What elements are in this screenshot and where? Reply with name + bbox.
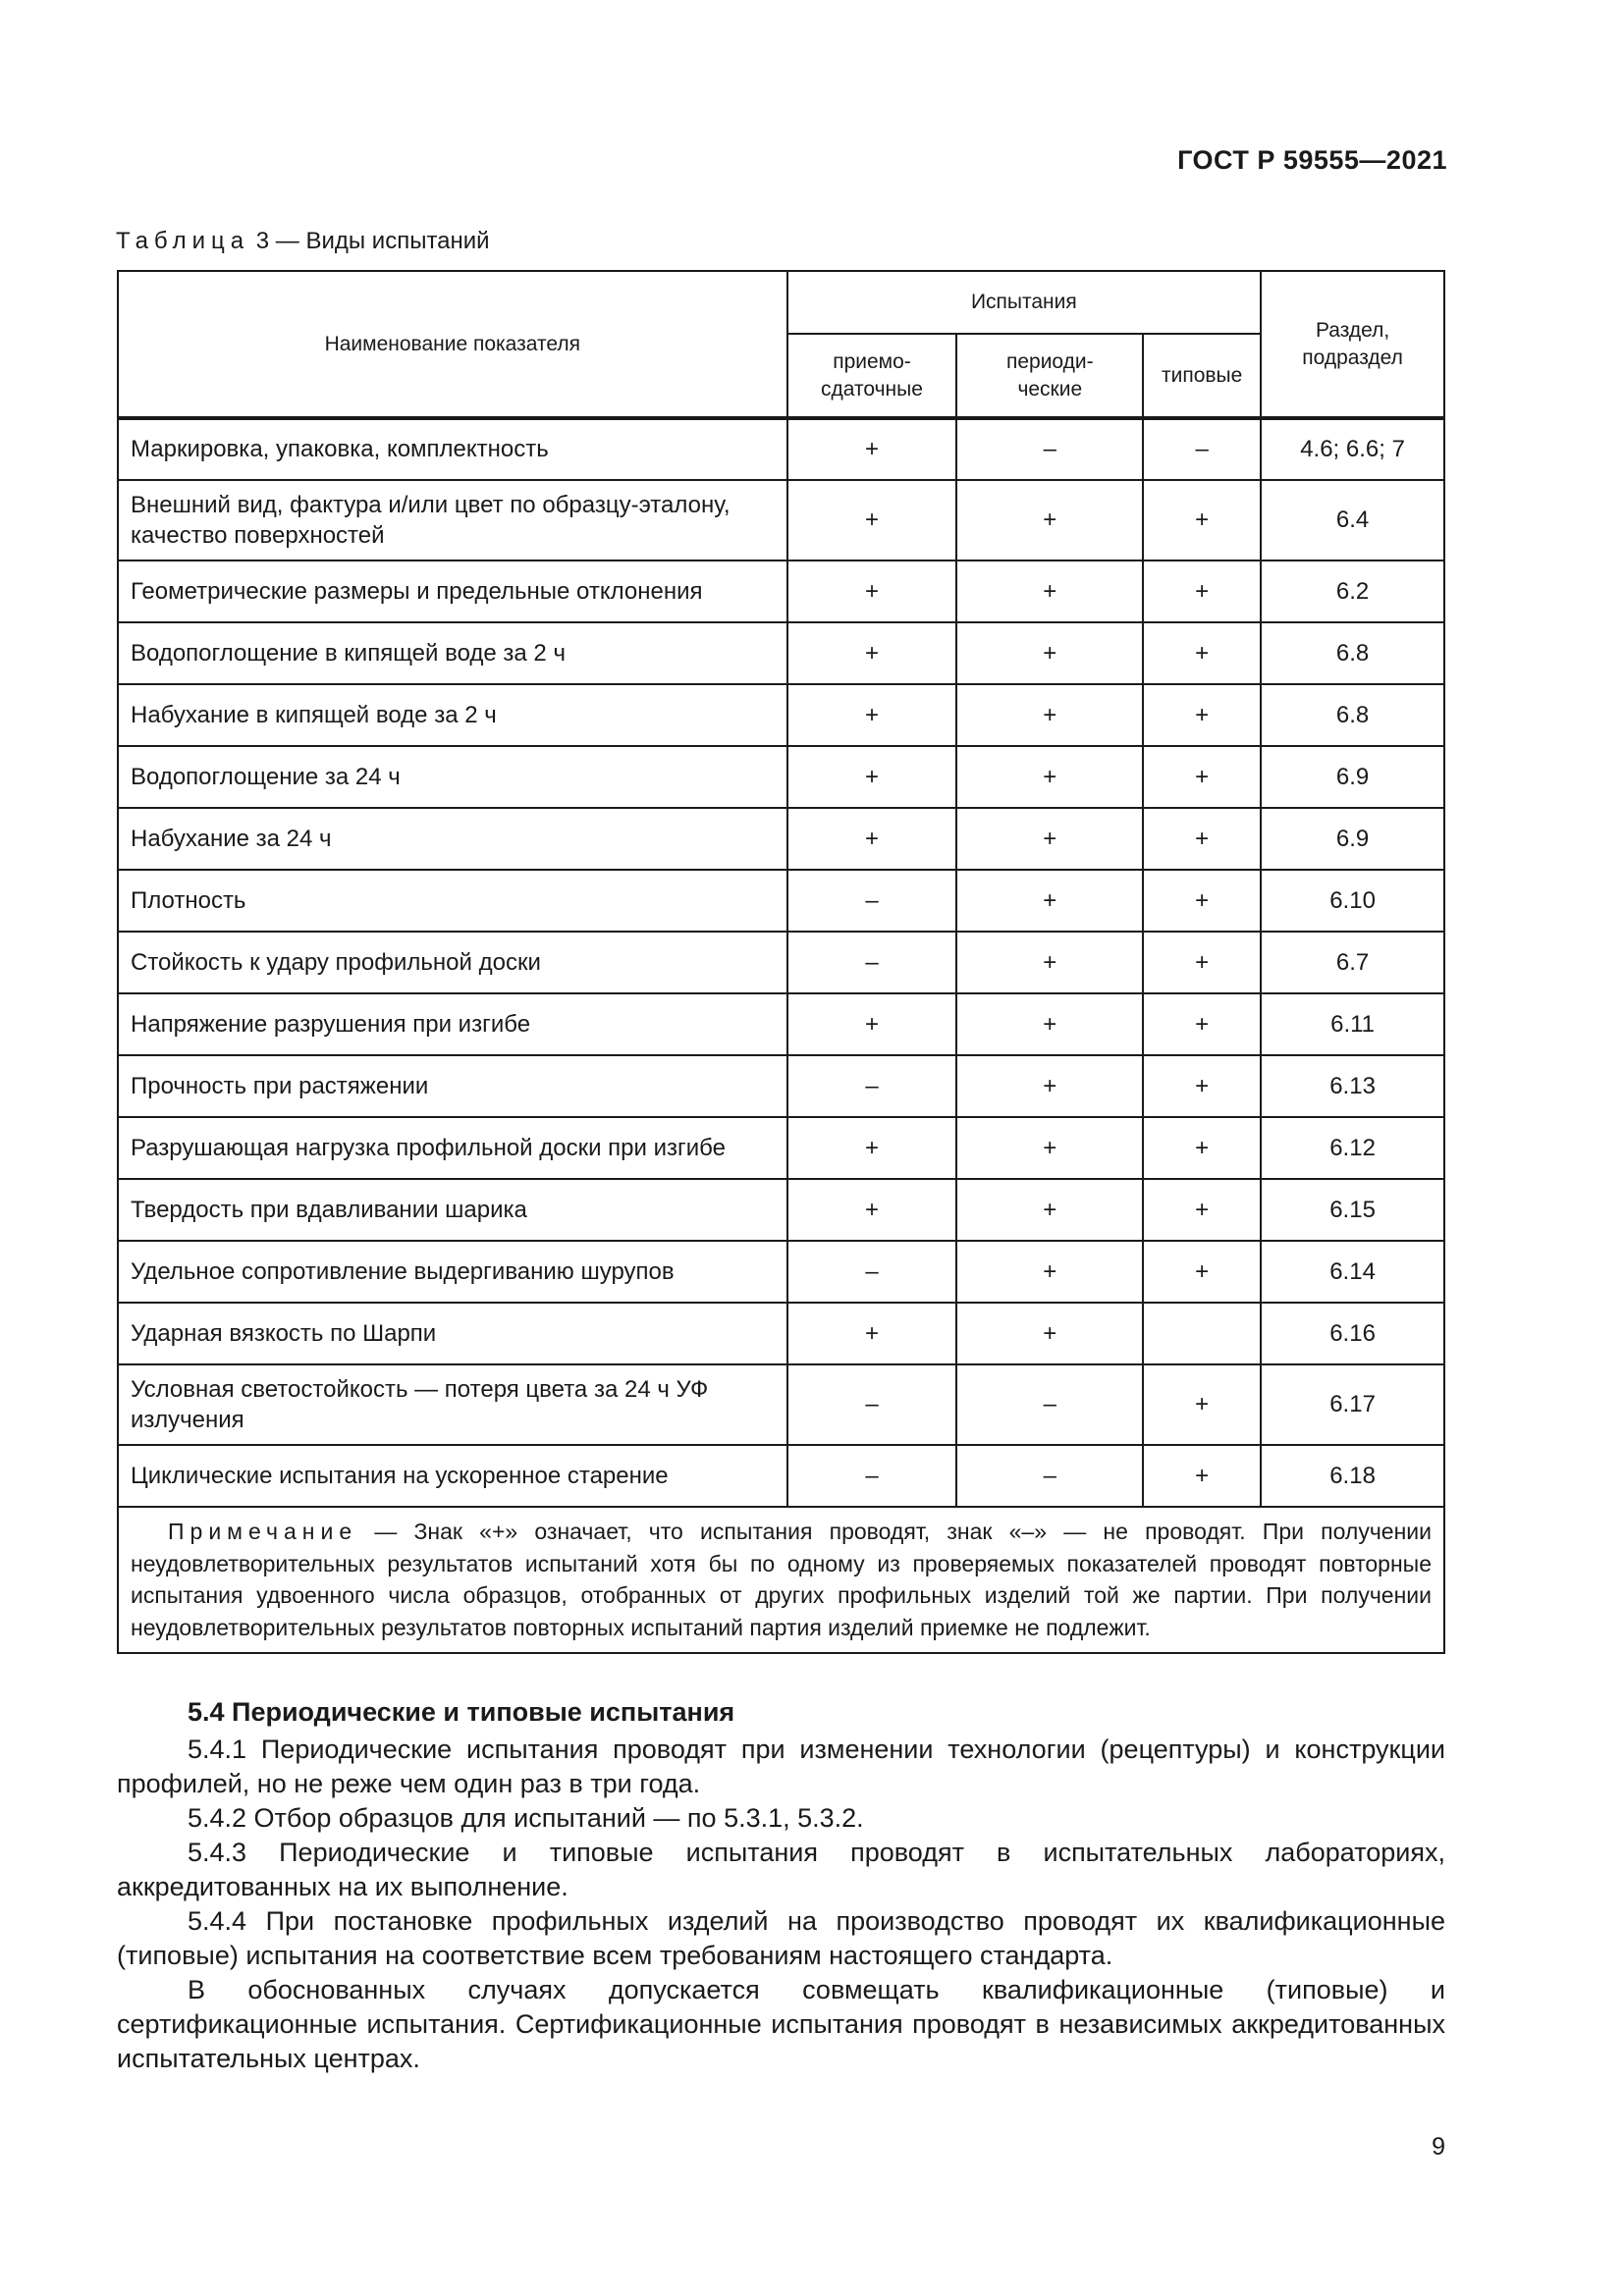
row-acceptance-cell: + xyxy=(787,1179,957,1241)
row-acceptance-cell: + xyxy=(787,808,957,870)
table-row xyxy=(118,870,1444,932)
row-periodic-cell: + xyxy=(956,1117,1143,1179)
row-name-cell: Циклические испытания на ускоренное старение xyxy=(118,1445,787,1507)
row-acceptance-cell: – xyxy=(787,1241,957,1303)
row-section-cell: 6.13 xyxy=(1261,1055,1444,1117)
row-acceptance-cell: + xyxy=(787,1117,957,1179)
row-name-cell: Водопоглощение за 24 ч xyxy=(118,746,787,808)
row-type-cell: + xyxy=(1143,1364,1261,1445)
row-acceptance-cell: + xyxy=(787,993,957,1055)
row-periodic-cell: – xyxy=(956,1445,1143,1507)
table-row xyxy=(118,1179,1444,1241)
row-type-cell: + xyxy=(1143,808,1261,870)
standard-designation: ГОСТ Р 59555—2021 xyxy=(1177,145,1447,175)
row-name-cell: Разрушающая нагрузка профильной доски при изгибе xyxy=(118,1117,787,1179)
row-periodic-cell: + xyxy=(956,932,1143,993)
row-section-cell: 6.15 xyxy=(1261,1179,1444,1241)
row-name-cell: Условная светостойкость — потеря цвета за 24 ч УФ излучения xyxy=(118,1364,787,1445)
row-section-cell: 6.17 xyxy=(1261,1364,1444,1445)
row-acceptance-cell: + xyxy=(787,418,957,480)
table-body xyxy=(118,418,1444,1507)
row-type-cell: + xyxy=(1143,870,1261,932)
row-name-cell: Прочность при растяжении xyxy=(118,1055,787,1117)
row-section-cell: 6.2 xyxy=(1261,561,1444,622)
paragraph-combined-tests: В обоснованных случаях допускается совмещать квалификационные (типовые) и сертификационные испытания. Сертификационные испытания проводят в независимых аккредитованных испытательных центрах. xyxy=(117,1975,1445,2074)
table-row xyxy=(118,480,1444,561)
row-type-cell: + xyxy=(1143,932,1261,993)
paragraph-5-4-4: 5.4.4 При постановке профильных изделий на производство проводят их квалификационные (типовые) испытания на соответствие всем требованиям настоящего стандарта. xyxy=(117,1906,1445,1971)
table-row xyxy=(118,746,1444,808)
row-acceptance-cell: + xyxy=(787,1303,957,1364)
row-section-cell: 6.4 xyxy=(1261,480,1444,561)
row-section-cell: 6.18 xyxy=(1261,1445,1444,1507)
row-periodic-cell: + xyxy=(956,622,1143,684)
row-periodic-cell: + xyxy=(956,1055,1143,1117)
row-name-cell: Напряжение разрушения при изгибе xyxy=(118,993,787,1055)
row-type-cell: – xyxy=(1143,418,1261,480)
row-acceptance-cell: + xyxy=(787,561,957,622)
row-periodic-cell: + xyxy=(956,1241,1143,1303)
table-row xyxy=(118,932,1444,993)
row-type-cell: + xyxy=(1143,480,1261,561)
row-type-cell xyxy=(1143,1303,1261,1364)
row-type-cell: + xyxy=(1143,1241,1261,1303)
row-acceptance-cell: – xyxy=(787,1445,957,1507)
table-row xyxy=(118,808,1444,870)
row-name-cell: Набухание за 24 ч xyxy=(118,808,787,870)
row-periodic-cell: + xyxy=(956,1303,1143,1364)
row-section-cell: 6.8 xyxy=(1261,622,1444,684)
row-type-cell: + xyxy=(1143,1055,1261,1117)
row-type-cell: + xyxy=(1143,622,1261,684)
row-acceptance-cell: + xyxy=(787,746,957,808)
row-periodic-cell: + xyxy=(956,561,1143,622)
table-row xyxy=(118,1303,1444,1364)
row-section-cell: 6.9 xyxy=(1261,746,1444,808)
paragraph-5-4-1: 5.4.1 Периодические испытания проводят при изменении технологии (рецептуры) и конструкции профилей, но не реже чем один раз в три года. xyxy=(117,1735,1445,1799)
row-name-cell: Геометрические размеры и предельные отклонения xyxy=(118,561,787,622)
column-header-name: Наименование показателя xyxy=(118,271,787,418)
row-section-cell: 6.11 xyxy=(1261,993,1444,1055)
row-periodic-cell: + xyxy=(956,480,1143,561)
page-number: 9 xyxy=(1432,2133,1445,2161)
row-acceptance-cell: – xyxy=(787,932,957,993)
note-text: — Знак «+» означает, что испытания проводят, знак «–» — не проводят. При получении неудовлетворительных результатов испытаний хотя бы по одному из проверяемых показателей проводят повторные испытания удвоенного числа образцов, отобранных от других профильных изделий той же партии. При получении неудовлетворительных результатов повторных испытаний партия изделий приемке не подлежит. xyxy=(131,1519,1432,1640)
table-row xyxy=(118,1241,1444,1303)
row-type-cell: + xyxy=(1143,684,1261,746)
row-acceptance-cell: – xyxy=(787,1364,957,1445)
table-caption-label: Таблица xyxy=(116,228,250,254)
note-label: Примечание xyxy=(168,1519,358,1544)
row-type-cell: + xyxy=(1143,561,1261,622)
column-header-section: Раздел, подраздел xyxy=(1261,271,1444,418)
table-row xyxy=(118,561,1444,622)
table-row xyxy=(118,1055,1444,1117)
row-name-cell: Набухание в кипящей воде за 2 ч xyxy=(118,684,787,746)
row-type-cell: + xyxy=(1143,1445,1261,1507)
row-acceptance-cell: – xyxy=(787,870,957,932)
paragraph-5-4-2: 5.4.2 Отбор образцов для испытаний — по 5.3.1, 5.3.2. xyxy=(188,1803,864,1833)
paragraph-5-4-3: 5.4.3 Периодические и типовые испытания проводят в испытательных лабораториях, аккредитованных на их выполнение. xyxy=(117,1838,1445,1902)
table-row xyxy=(118,418,1444,480)
table-note xyxy=(118,1507,1444,1653)
row-periodic-cell: + xyxy=(956,870,1143,932)
row-periodic-cell: + xyxy=(956,1179,1143,1241)
row-periodic-cell: + xyxy=(956,746,1143,808)
table-row xyxy=(118,1117,1444,1179)
table-caption xyxy=(116,228,490,255)
row-name-cell: Внешний вид, фактура и/или цвет по образцу-эталону, качество поверхностей xyxy=(118,480,787,561)
row-section-cell: 6.9 xyxy=(1261,808,1444,870)
row-name-cell: Плотность xyxy=(118,870,787,932)
table-row xyxy=(118,622,1444,684)
row-acceptance-cell: – xyxy=(787,1055,957,1117)
column-header-tests: Испытания xyxy=(787,271,1262,334)
row-section-cell: 6.14 xyxy=(1261,1241,1444,1303)
row-section-cell: 6.16 xyxy=(1261,1303,1444,1364)
row-name-cell: Твердость при вдавливании шарика xyxy=(118,1179,787,1241)
row-periodic-cell: + xyxy=(956,808,1143,870)
row-section-cell: 6.8 xyxy=(1261,684,1444,746)
row-type-cell: + xyxy=(1143,1179,1261,1241)
row-acceptance-cell: + xyxy=(787,684,957,746)
table-caption-title: 3 — Виды испытаний xyxy=(255,228,490,254)
row-name-cell: Водопоглощение в кипящей воде за 2 ч xyxy=(118,622,787,684)
column-header-type: типовые xyxy=(1143,334,1261,418)
table-row xyxy=(118,1445,1444,1507)
tests-table xyxy=(117,270,1445,1654)
row-acceptance-cell: + xyxy=(787,622,957,684)
table-row xyxy=(118,684,1444,746)
column-header-acceptance: приемо- сдаточные xyxy=(787,334,957,418)
row-acceptance-cell: + xyxy=(787,480,957,561)
row-name-cell: Стойкость к удару профильной доски xyxy=(118,932,787,993)
row-periodic-cell: + xyxy=(956,684,1143,746)
row-periodic-cell: – xyxy=(956,418,1143,480)
row-periodic-cell: + xyxy=(956,993,1143,1055)
table-row xyxy=(118,1364,1444,1445)
row-section-cell: 6.7 xyxy=(1261,932,1444,993)
row-section-cell: 6.10 xyxy=(1261,870,1444,932)
row-name-cell: Удельное сопротивление выдергиванию шурупов xyxy=(118,1241,787,1303)
column-header-periodic: периоди- ческие xyxy=(956,334,1143,418)
row-name-cell: Ударная вязкость по Шарпи xyxy=(118,1303,787,1364)
row-section-cell: 4.6; 6.6; 7 xyxy=(1261,418,1444,480)
row-periodic-cell: – xyxy=(956,1364,1143,1445)
row-section-cell: 6.12 xyxy=(1261,1117,1444,1179)
row-type-cell: + xyxy=(1143,1117,1261,1179)
section-heading: 5.4 Периодические и типовые испытания xyxy=(188,1697,735,1727)
row-name-cell: Маркировка, упаковка, комплектность xyxy=(118,418,787,480)
row-type-cell: + xyxy=(1143,746,1261,808)
table-row xyxy=(118,993,1444,1055)
row-type-cell: + xyxy=(1143,993,1261,1055)
